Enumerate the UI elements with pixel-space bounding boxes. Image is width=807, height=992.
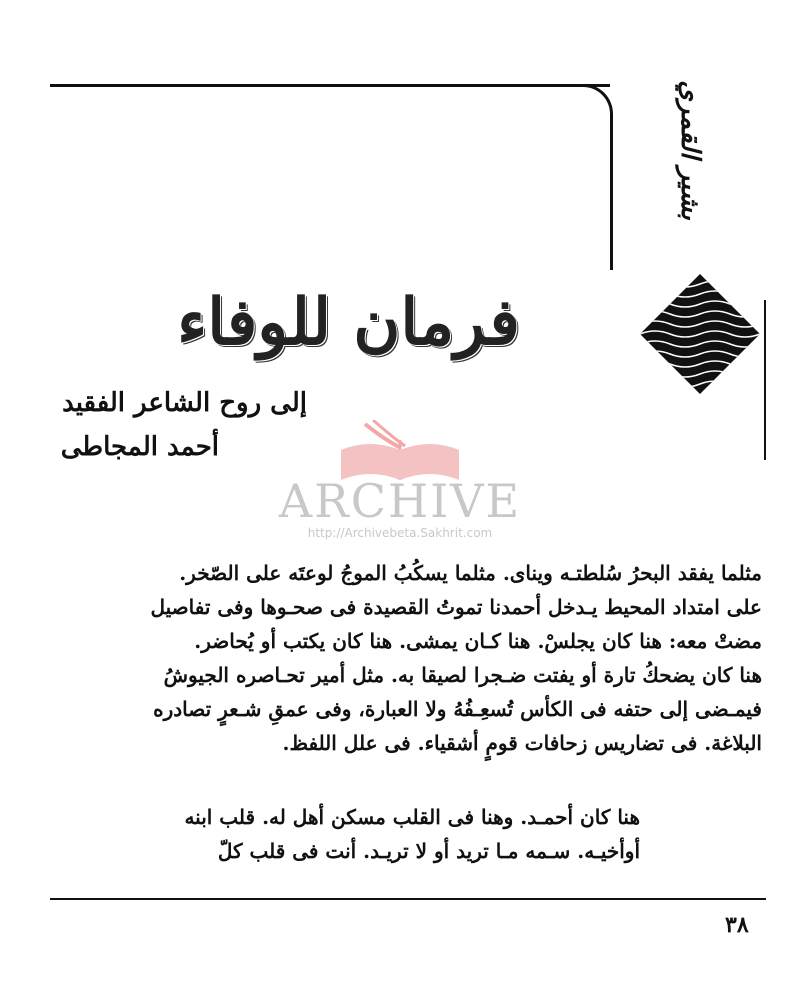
paragraph-line: فيمـضى إلى حتفه فى الكأس تُسعِـفُهُ ولا العبارة، وفى عمقِ شـعرٍ تصادره	[153, 697, 762, 721]
paragraph-line: هنا كان يضحكُ تارة أو يفتت ضـجرا لصيقا به. مثل أمير تحـاصره الجيوشُ	[163, 663, 762, 687]
page-number: ٣٨	[725, 912, 749, 938]
paragraph-line: هنا كان أحمـد. وهنا فى القلب مسكن أهل له. قلب ابنه	[184, 805, 640, 829]
watermark-url: http://Archivebeta.Sakhrit.com	[307, 526, 493, 540]
paragraph-line: مضتْ معه: هنا كان يجلسْ. هنا كـان يمشى. هنا كان يكتب أو يُحاضر.	[194, 629, 762, 653]
right-frame-rule	[610, 115, 613, 270]
bottom-rule	[50, 898, 766, 900]
paragraph-line: أوأخيـه. سـمه مـا تريد أو لا تريـد. أنت فى قلب كلّ	[217, 839, 640, 863]
paragraph-line: البلاغة. فى تضاريس زحافات قومٍ أشقياء. فى علل اللفظ.	[282, 731, 762, 755]
archive-watermark	[250, 420, 550, 570]
paragraph-line: مثلما يفقد البحرُ سُلطتـه ويناى. مثلما يسكُبُ الموجُ لوعتَه على الصّخر.	[179, 561, 762, 585]
watermark-text: ARCHIVE	[278, 474, 522, 528]
frame-corner	[575, 84, 613, 124]
body-paragraph-1	[50, 556, 762, 760]
right-side-rule	[764, 300, 766, 460]
article-title: فرمان للوفاء	[177, 285, 520, 360]
dedication-line-2: أحمد المجاطى	[60, 432, 219, 462]
paragraph-line: على امتداد المحيط يـدخل أحمدنا تموتُ القصيدة فى صحـوها وفى تفاصيل	[150, 595, 762, 619]
author-name: بشير القمري	[675, 80, 705, 220]
decorative-diamond-ornament	[640, 274, 760, 394]
top-frame-rule	[50, 84, 610, 87]
dedication-line-1: إلى روح الشاعر الفقيد	[62, 388, 307, 418]
body-paragraph-2	[120, 800, 640, 868]
